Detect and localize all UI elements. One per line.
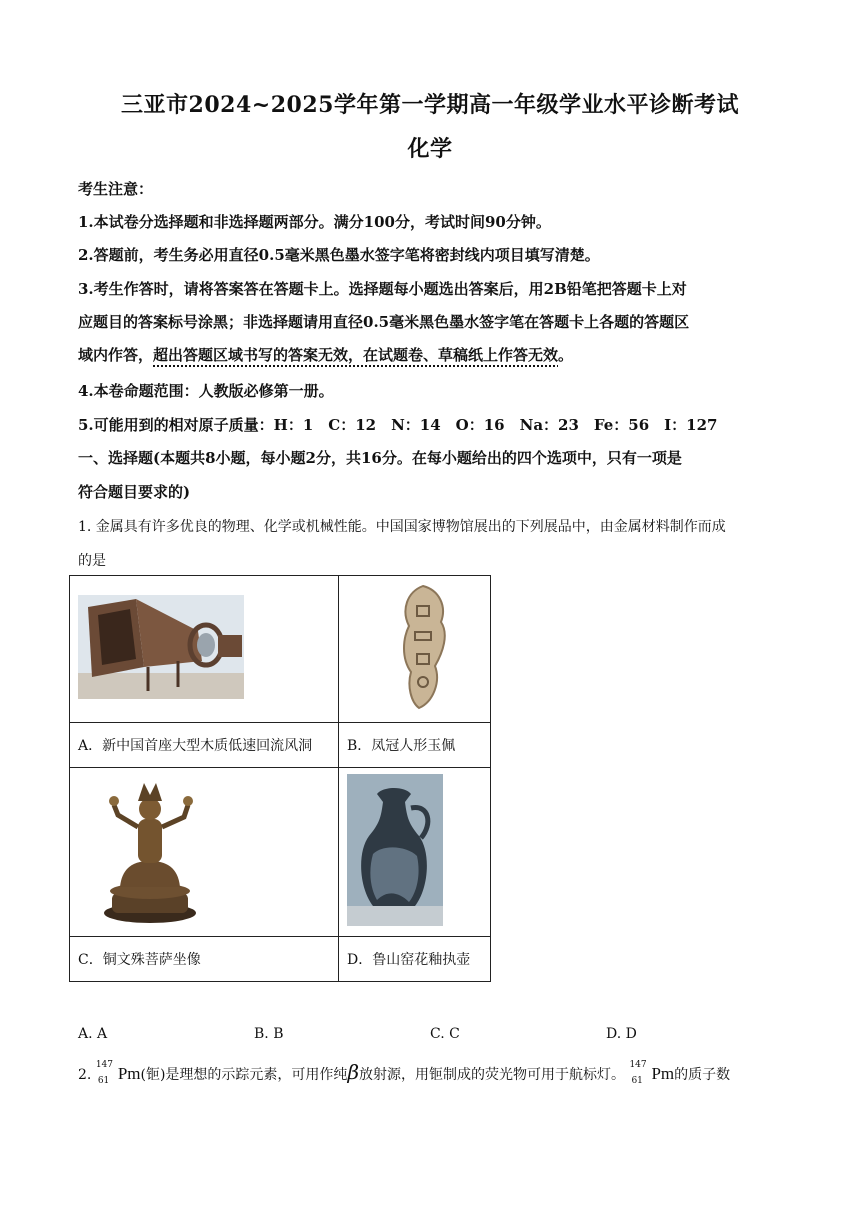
- nuclide-notation-2: [629, 1060, 651, 1086]
- mass-number: 147: [95, 1060, 113, 1070]
- option-c-caption: C．铜文殊菩萨坐像: [70, 937, 339, 982]
- atomic-number: 61: [97, 1076, 110, 1086]
- notice-item-1: 1.本试卷分选择题和非选择题两部分。满分100分，考试时间90分钟。: [78, 213, 551, 231]
- question-2-line-1: [78, 1060, 730, 1086]
- option-d-image-cell: [339, 768, 491, 937]
- mass-number-2: 147: [629, 1060, 647, 1070]
- question-1-options-table: [69, 575, 491, 982]
- question-2-text-1: (钷)是理想的示踪元素，可用作纯: [140, 1067, 348, 1083]
- notice-item-2: 2.答题前，考生务必用直径0.5毫米黑色墨水签字笔将密封线内项目填写清楚。: [78, 246, 600, 264]
- emphasis-dotted-text: 超出答题区域书写的答案无效，在试题卷、草稿纸上作答无效: [153, 346, 559, 364]
- jade-pendant-image: [393, 582, 453, 712]
- question-1-line-1: 1. 金属具有许多优良的物理、化学或机械性能。中国国家博物馆展出的下列展品中，由金属材料制作而成: [78, 519, 726, 535]
- question-2-text-2: 放射源，用钷制成的荧光物可用于航标灯。: [359, 1067, 625, 1083]
- option-d-caption: D．鲁山窑花釉执壶: [339, 937, 491, 982]
- option-b-caption: B．凤冠人形玉佩: [339, 723, 491, 768]
- element-symbol-2: Pm: [651, 1064, 675, 1083]
- option-a-caption: A．新中国首座大型木质低速回流风洞: [70, 723, 339, 768]
- beta-symbol: β: [347, 1060, 359, 1084]
- choice-c: C. C: [430, 1026, 460, 1042]
- atomic-number-2: 61: [631, 1076, 643, 1086]
- notice-item-5: 5.可能用到的相对原子质量：H：1 C：12 N：14 O：16 Na：23 Fe：56 I：127: [78, 416, 718, 434]
- subject-title: 化学: [407, 136, 453, 162]
- question-2-number: 2.: [78, 1067, 92, 1083]
- section-1-heading-line-1: 一、选择题(本题共8小题，每小题2分，共16分。在每小题给出的四个选项中，只有一项是: [78, 449, 682, 467]
- notice-heading: 考生注意：: [78, 180, 154, 198]
- choice-d: D. D: [606, 1026, 637, 1042]
- choice-a: A. A: [78, 1026, 108, 1042]
- section-1-heading-line-2: 符合题目要求的): [78, 483, 191, 501]
- option-a-image-cell: [70, 576, 339, 723]
- bronze-bodhisattva-image: [100, 775, 200, 925]
- notice-item-3-line-3: [78, 344, 784, 365]
- nuclide-notation: [95, 1060, 118, 1086]
- question-1-line-2: 的是: [78, 553, 106, 569]
- notice-item-3-line-2: 应题目的答案标号涂黑；非选择题请用直径0.5毫米黑色墨水签字笔在答题卡上各题的答题区: [78, 313, 690, 331]
- element-symbol: Pm: [117, 1064, 141, 1083]
- option-b-image-cell: [339, 576, 491, 723]
- notice-item-4: 4.本卷命题范围：人教版必修第一册。: [78, 382, 334, 400]
- exam-title: 三亚市2024~2025学年第一学期高一年级学业水平诊断考试: [121, 92, 739, 118]
- option-c-image-cell: [70, 768, 339, 937]
- notice-item-3-line-1: 3.考生作答时，请将答案答在答题卡上。选择题每小题选出答案后，用2B铅笔把答题卡上对: [78, 280, 687, 298]
- glazed-ewer-image: [347, 774, 443, 926]
- notice-item-3-end: 。: [558, 346, 574, 364]
- choice-b: B. B: [254, 1026, 284, 1042]
- wind-tunnel-image: [78, 595, 244, 699]
- notice-item-3-text: 域内作答，: [78, 346, 154, 364]
- question-2-text-3: 的质子数: [674, 1067, 731, 1083]
